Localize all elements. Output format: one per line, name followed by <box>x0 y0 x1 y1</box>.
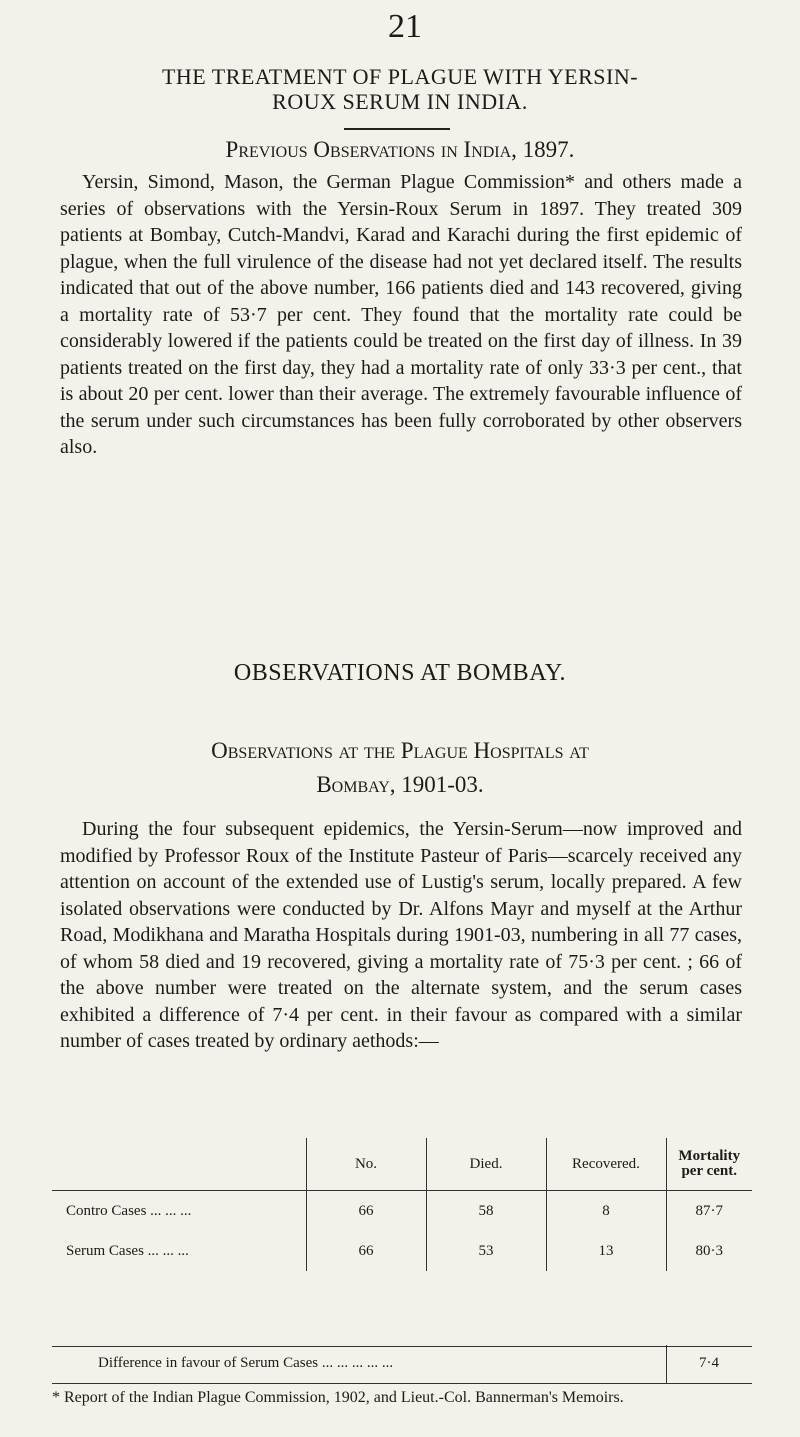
table-header-row <box>52 1138 752 1191</box>
cell-mortality: 80·3 <box>666 1231 752 1271</box>
title-rule <box>344 128 450 130</box>
cell-no: 66 <box>306 1231 426 1271</box>
paragraph-previous-observations: Yersin, Simond, Mason, the German Plague Commission* and others made a series of observations with the Yersin-Roux Serum in 1897. They treated 309 patients at Bombay, Cutch-Mandvi, Karad and Karachi during the first epidemic of plague, when the full virulence of the disease had not yet declared itself. The results indicated that out of the above number, 166 patients died and 143 recovered, giving a mortality rate of 53·7 per cent. They found that the mortality rate could be considerably lowered if the patients could be treated on the first day of illness. In 39 patients treated on the first day, they had a mortality rate of only 33·3 per cent., that is about 20 per cent. lower than their average. The extremely favourable influence of the serum under such circumstances has been fully corroborated by other observers also. <box>60 171 742 458</box>
heading-line-2: Bombay, 1901-03. <box>316 772 484 797</box>
section-heading-bombay: OBSERVATIONS AT BOMBAY. <box>233 660 567 686</box>
cell-recovered: 13 <box>546 1231 666 1271</box>
header-mortality: Mortality per cent. <box>666 1138 752 1191</box>
article-title <box>0 64 800 114</box>
footnote: * Report of the Indian Plague Commission, 1902, and Lieut.-Col. Bannerman's Memoirs. <box>52 1389 624 1406</box>
row-label: Serum Cases ... ... ... <box>66 1242 189 1259</box>
section-heading-previous-observations: Previous Observations in India, 1897. <box>225 137 575 162</box>
section-heading-plague-hospitals <box>0 734 800 802</box>
header-blank <box>52 1138 306 1191</box>
heading-line-1: Observations at the Plague Hospitals at <box>211 738 589 763</box>
table-row <box>52 1231 752 1271</box>
row-label: Contro Cases ... ... ... <box>66 1202 192 1219</box>
header-no: No. <box>306 1138 426 1191</box>
title-line-2: ROUX SERUM IN INDIA. <box>272 89 528 114</box>
header-recovered: Recovered. <box>546 1138 666 1191</box>
cell-mortality: 87·7 <box>666 1191 752 1232</box>
page-number: 21 <box>388 8 422 45</box>
cell-recovered: 8 <box>546 1191 666 1232</box>
cell-died: 53 <box>426 1231 546 1271</box>
cell-died: 58 <box>426 1191 546 1232</box>
results-table <box>52 1138 752 1271</box>
paragraph-bombay-observations: During the four subsequent epidemics, the Yersin-Serum—now improved and modified by Professor Roux of the Institute Pasteur of Paris—scarcely received any attention on account of the extended use of Lustig's serum, locally prepared. A few isolated observations were conducted by Dr. Alfons Mayr and myself at the Arthur Road, Modikhana and Maratha Hospitals during 1901-03, numbering in all 77 cases, of whom 58 died and 19 recovered, giving a mortality rate of 75·3 per cent. ; 66 of the above number were treated on the alternate system, and the serum cases exhibited a difference of 7·4 per cent. in their favour as compared with a similar number of cases treated by ordinary aethods:— <box>60 818 742 1052</box>
difference-label: Difference in favour of Serum Cases ... ... ... ... ... <box>98 1355 394 1371</box>
difference-value: 7·4 <box>699 1355 719 1371</box>
title-line-1: THE TREATMENT OF PLAGUE WITH YERSIN- <box>161 64 639 89</box>
table-row <box>52 1191 752 1232</box>
difference-row <box>52 1346 752 1384</box>
header-died: Died. <box>426 1138 546 1191</box>
cell-no: 66 <box>306 1191 426 1232</box>
